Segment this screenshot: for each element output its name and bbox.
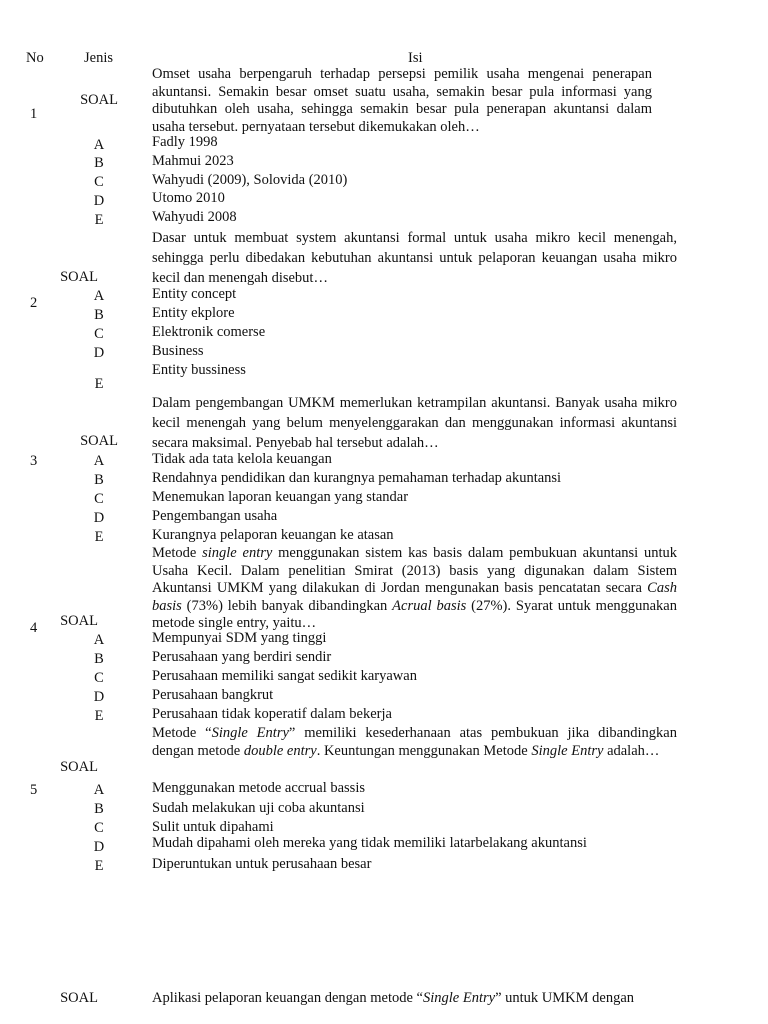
option-text: Menemukan laporan keuangan yang standar — [152, 489, 409, 505]
option-letter: B — [94, 651, 104, 667]
header-isi: Isi — [408, 50, 423, 66]
option-letter: D — [93, 839, 105, 855]
option-letter: C — [94, 820, 104, 836]
option-text: Pengembangan usaha — [152, 508, 278, 524]
option-text: Mempunyai SDM yang tinggi — [152, 630, 327, 646]
option-text: Tidak ada tata kelola keuangan — [152, 451, 332, 467]
soal-label: SOAL — [60, 613, 98, 629]
option-text: Wahyudi (2009), Solovida (2010) — [152, 172, 348, 188]
option-text: Perusahaan yang berdiri sendir — [152, 649, 332, 665]
option-letter: C — [94, 491, 104, 507]
option-letter: D — [93, 193, 105, 209]
option-text: Kurangnya pelaporan keuangan ke atasan — [152, 527, 394, 543]
header-no: No — [26, 50, 44, 66]
option-text: Rendahnya pendidikan dan kurangnya pemahaman terhadap akuntansi — [152, 470, 562, 486]
header-jenis: Jenis — [84, 50, 113, 66]
question-text: Omset usaha berpengaruh terhadap persepsi pemilik usaha mengenai penerapan akuntansi. Semakin besar omset suatu usaha, semakin besar pula informasi yang dibutuhkan oleh usaha, sehingga semakin besar pula penerapan akuntansi dalam usaha tersebut. pernyataan tersebut dikemukakan oleh… — [152, 66, 652, 135]
option-letter: E — [94, 858, 104, 874]
option-text: Entity ekplore — [152, 305, 235, 321]
option-letter: E — [94, 212, 104, 228]
option-letter: D — [93, 510, 105, 526]
soal-label: SOAL — [80, 92, 118, 108]
question-number: 5 — [30, 782, 38, 798]
option-text: Perusahaan bangkrut — [152, 687, 274, 703]
option-text: Entity concept — [152, 286, 237, 302]
option-letter: E — [94, 529, 104, 545]
question-number: 3 — [30, 453, 38, 469]
option-text: Utomo 2010 — [152, 190, 225, 206]
option-letter: B — [94, 472, 104, 488]
question-text: Metode “Single Entry” memiliki kesederhanaan atas pembukuan jika dibandingkan dengan metode double entry. Keuntungan menggunakan Metode Single Entry adalah… — [152, 725, 677, 759]
option-text: Perusahaan memiliki sangat sedikit karyawan — [152, 668, 417, 684]
question-text: Aplikasi pelaporan keuangan dengan metode “Single Entry” untuk UMKM dengan — [152, 990, 635, 1006]
option-letter: E — [94, 376, 104, 392]
option-text: Diperuntukan untuk perusahaan besar — [152, 856, 372, 872]
option-text: Menggunakan metode accrual bassis — [152, 780, 365, 796]
soal-label: SOAL — [80, 433, 118, 449]
soal-label: SOAL — [60, 759, 98, 775]
option-letter: A — [93, 288, 105, 304]
option-letter: C — [94, 670, 104, 686]
option-text: Elektronik comerse — [152, 324, 266, 340]
option-letter: A — [93, 137, 105, 153]
option-text: Mudah dipahami oleh mereka yang tidak memiliki latarbelakang akuntansi — [152, 835, 587, 851]
option-letter: C — [94, 326, 104, 342]
question-number: 2 — [30, 295, 38, 311]
option-text: Sulit untuk dipahami — [152, 819, 274, 835]
option-letter: C — [94, 174, 104, 190]
option-letter: D — [93, 689, 105, 705]
question-text: Metode single entry menggunakan sistem kas basis dalam pembukuan akuntansi untuk Usaha Kecil. Dalam penelitian Smirat (2013) basis yang digunakan dalam Sistem Akuntansi UMKM yang dilakukan di Jordan mengunakan basis pencatatan secara Cash basis (73%) lebih banyak dibandingkan Acrual basis (27%). Syarat untuk menggunakan metode single entry, yaitu… — [152, 545, 678, 631]
soal-label: SOAL — [60, 269, 98, 285]
soal-label: SOAL — [60, 990, 98, 1006]
option-text: Wahyudi 2008 — [152, 209, 237, 225]
option-text: Sudah melakukan uji coba akuntansi — [152, 800, 365, 816]
question-number: 1 — [30, 106, 38, 122]
option-letter: A — [93, 782, 105, 798]
option-letter: B — [94, 801, 104, 817]
option-letter: A — [93, 632, 105, 648]
option-text: Entity bussiness — [152, 362, 246, 378]
question-text: Dalam pengembangan UMKM memerlukan ketrampilan akuntansi. Banyak usaha mikro kecil menengah yang belum menyelenggarakan dan menggunakan informasi akuntansi secara maksimal. Penyebab hal tersebut adalah… — [152, 395, 677, 451]
question-number: 4 — [30, 620, 38, 636]
option-letter: A — [93, 453, 105, 469]
option-letter: D — [93, 345, 105, 361]
option-letter: B — [94, 155, 104, 171]
option-text: Business — [152, 343, 204, 359]
option-text: Mahmui 2023 — [152, 153, 234, 169]
option-letter: E — [94, 708, 104, 724]
option-letter: B — [94, 307, 104, 323]
question-text: Dasar untuk membuat system akuntansi formal untuk usaha mikro kecil menengah, sehingga perlu dibedakan kebutuhan akuntansi untuk pelaporan keuangan usaha mikro kecil dan menengah disebut… — [152, 230, 677, 286]
option-text: Perusahaan tidak koperatif dalam bekerja — [152, 706, 392, 722]
option-text: Fadly 1998 — [152, 134, 218, 150]
